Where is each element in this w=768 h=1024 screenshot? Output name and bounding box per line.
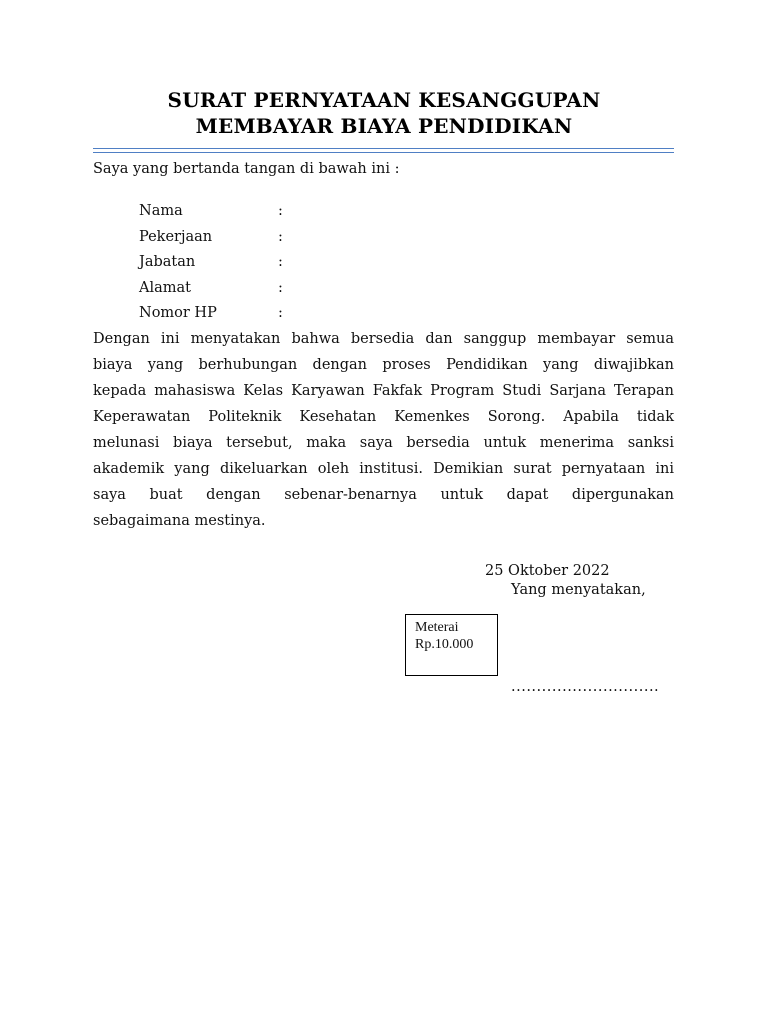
field-separator-nama: : (278, 203, 283, 219)
statement-line: biaya yang berhubungan dengan proses Pendidikan yang diwajibkan (93, 357, 674, 373)
field-label-jabatan: Jabatan (139, 254, 196, 270)
statement-line: melunasi biaya tersebut, maka saya bersedia untuk menerima sanksi (93, 435, 674, 451)
statement-line: sebagaimana mestinya. (93, 513, 266, 529)
statement-line: Dengan ini menyatakan bahwa bersedia dan sanggup membayar semua (93, 331, 674, 347)
field-label-nomor-hp: Nomor HP (139, 305, 217, 321)
intro-text: Saya yang bertanda tangan di bawah ini : (93, 161, 400, 177)
statement-line: akademik yang dikeluarkan oleh institusi. Demikian surat pernyataan ini (93, 461, 674, 477)
field-label-pekerjaan: Pekerjaan (139, 229, 213, 245)
statement-paragraph (93, 326, 674, 534)
closing-text: Yang menyatakan, (511, 582, 646, 598)
statement-line: Keperawatan Politeknik Kesehatan Kemenkes Sorong. Apabila tidak (93, 409, 674, 425)
stamp-label: Meterai (415, 620, 459, 635)
field-separator-nomor-hp: : (278, 305, 283, 321)
document-title-line-1: SURAT PERNYATAAN KESANGGUPAN (167, 88, 601, 112)
title-divider-bottom (93, 152, 674, 153)
document-title-line-2: MEMBAYAR BIAYA PENDIDIKAN (195, 114, 573, 138)
title-divider-top (93, 148, 674, 149)
signature-line: ............................. (511, 679, 660, 695)
field-separator-pekerjaan: : (278, 229, 283, 245)
field-label-nama: Nama (139, 203, 183, 219)
meterai-stamp-box (405, 614, 498, 676)
statement-line: saya buat dengan sebenar-benarnya untuk dapat dipergunakan (93, 487, 674, 503)
stamp-amount: Rp.10.000 (415, 637, 474, 652)
field-label-alamat: Alamat (139, 280, 191, 296)
letter-date: 25 Oktober 2022 (485, 563, 610, 579)
statement-line: kepada mahasiswa Kelas Karyawan Fakfak Program Studi Sarjana Terapan (93, 383, 674, 399)
field-separator-jabatan: : (278, 254, 283, 270)
field-separator-alamat: : (278, 280, 283, 296)
